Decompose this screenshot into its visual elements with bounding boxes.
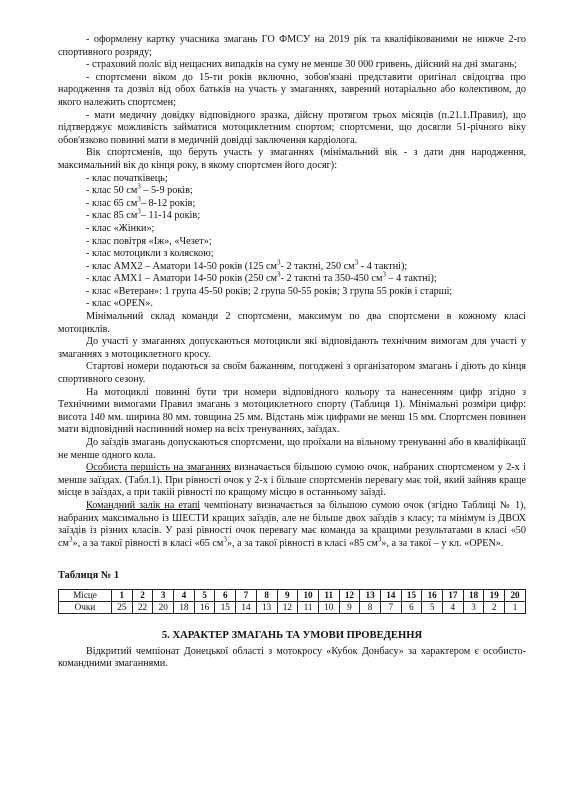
class-list-item: [58, 207, 526, 223]
place-cell: 2: [132, 589, 153, 601]
place-cell: 7: [236, 589, 257, 601]
class-text: - клас 50 см: [86, 185, 138, 197]
superscript: 3: [68, 535, 73, 544]
place-cell: 4: [174, 589, 195, 601]
place-cell: 12: [339, 589, 360, 601]
class-list-item: [58, 298, 526, 311]
places-row: [59, 589, 526, 601]
requirement-medical-certificate: - мати медичну довідку відповідного зразка, дійсну протягом трьох місяців (п.21.1.Правил), що підтверджує можливість займатися мотоциклетним спортом; спортсмени, що досягли 51-річного віку обов'язково повинні мати в медичній довідці заключення кардіолога.: [58, 109, 526, 146]
personal-standings-heading: Особиста першість на змаганнях: [86, 462, 231, 474]
section-paragraph: Відкритий чемпіонат Донецької області з мотокросу «Кубок Донбасу» за характером є особисто-командними змаганнями.: [58, 645, 526, 670]
class-list-item: [58, 270, 526, 286]
class-text: – 4 тактні);: [385, 273, 437, 285]
points-cell: 18: [174, 601, 195, 613]
class-text: - клас повітря «Іж», «Чезет»;: [86, 235, 212, 247]
team-standings-paragraph: [58, 500, 526, 550]
class-text: - 2 тактні, 250 см: [280, 260, 355, 272]
points-cell: 13: [256, 601, 277, 613]
place-cell: 9: [277, 589, 298, 601]
class-text: - 2 тактні та 350-450 см: [280, 273, 383, 285]
requirement-insurance: - страховий поліс від нещасних випадків на суму не менше 30 000 гривень, дійсний на дні змагань;: [86, 59, 517, 71]
place-cell: 1: [112, 589, 133, 601]
place-cell: 14: [380, 589, 401, 601]
place-cell: 10: [298, 589, 319, 601]
points-table: [58, 589, 526, 614]
class-list-item: [58, 195, 526, 211]
superscript: 3: [137, 195, 141, 204]
start-numbers-paragraph: Стартові номери подаються за своїм бажанням, погоджені з організатором змагань і діють до кінця спортивного сезону.: [58, 361, 526, 386]
superscript: 3: [223, 535, 227, 544]
class-list-item: [58, 223, 526, 236]
class-text: - клас «Ветеран»: 1 група 45-50 років; 2 група 50-55 років; 3 група 55 років і старші;: [86, 285, 453, 297]
points-cell: 3: [463, 601, 484, 613]
number-plates-paragraph: На мотоциклі повинні бути три номери відповідного кольору та нанесенням цифр згідно з Технічними вимогами Правил змагань з мотоциклетного спорту (Таблиця 1). Мінімальні розміри цифр: висота 140 мм. ширина 80 мм. товщина 25 мм. Відстань між цифрами не менш 15 мм. Спортсмен повинен мати відповідний наспинний номер на всіх тренуваннях, заїздах.: [58, 386, 526, 436]
team-standings-text-c: », а за такої рівності в класі «85 см: [226, 537, 378, 549]
class-list-item: [58, 248, 526, 261]
class-text: – 5-9 років;: [140, 185, 193, 197]
points-cell: 12: [277, 601, 298, 613]
class-text: - клас мотоцикли з коляскою;: [86, 248, 214, 260]
class-list-item: [58, 258, 526, 274]
class-text: - клас АМХ1 – Аматори 14-50 років (250 см: [86, 273, 277, 285]
class-list: [58, 173, 526, 312]
superscript: 3: [354, 258, 359, 267]
place-cell: 18: [463, 589, 484, 601]
place-cell: 20: [505, 589, 526, 601]
points-cell: 10: [318, 601, 339, 613]
class-text: - клас «Жінки»;: [86, 222, 155, 234]
team-standings-text-a: чемпіонату визначається за більшою сумою очок (згідно Таблиці № 1), набраних максимально із ШЕСТИ кращих заїздів, але не більше двох заїздів з класу; та мінімум із ДВОХ заїздів із різних класів. У разі рівності очок перевагу має команда за кращими результатами в класі «50 см: [58, 499, 526, 549]
age-intro-paragraph: Вік спортсменів, що беруть участь у змаганнях (мінімальний вік - з дати дня народження, максимальний вік до кінця року, в якому спортсмен його досяг):: [58, 147, 526, 171]
points-label: Очки: [59, 601, 112, 613]
points-cell: 15: [215, 601, 236, 613]
place-cell: 11: [318, 589, 339, 601]
points-cell: 22: [132, 601, 153, 613]
points-cell: 25: [112, 601, 133, 613]
class-list-item: [58, 173, 526, 186]
class-text: – 8-12 років;: [140, 197, 196, 209]
superscript: 3: [377, 535, 382, 544]
place-cell: 3: [153, 589, 174, 601]
points-cell: 1: [505, 601, 526, 613]
place-cell: 16: [422, 589, 443, 601]
points-row: [59, 601, 526, 613]
place-cell: 6: [215, 589, 236, 601]
points-cell: 7: [380, 601, 401, 613]
class-list-item: [58, 236, 526, 249]
class-text: - клас «OPEN».: [86, 298, 153, 310]
team-standings-text-b: », а за такої рівності в класі «65 см: [72, 537, 224, 549]
place-cell: 5: [194, 589, 215, 601]
min-team-paragraph: Мінімальний склад команди 2 спортсмени, максимум по два спортсмени в кожному класі мотоциклів.: [58, 311, 526, 335]
points-cell: 6: [401, 601, 422, 613]
document-page: [58, 34, 526, 671]
place-cell: 15: [401, 589, 422, 601]
superscript: 3: [137, 207, 141, 216]
heats-admission-paragraph: До заїздів змагань допускаються спортсмени, що проїхали на вільному тренуванні або в кваліфікації не менше одного кола.: [58, 437, 526, 461]
class-text: - клас початківець;: [86, 172, 168, 184]
place-cell: 8: [256, 589, 277, 601]
requirement-minors-documents: - спортсмени віком до 15-ти років включно, зобов'язані представити оригінал свідоцтва про народження та дозвіл від обох батьків на участь у змаганнях, заврений нотаріально або колективом, до якого належить спортсмен;: [58, 71, 526, 108]
place-cell: 19: [484, 589, 505, 601]
requirement-membership-card: - оформлену картку учасника змагань ГО ФМСУ на 2019 рік та кваліфікованими не нижче 2-го спортивного розряду;: [58, 34, 526, 58]
points-cell: 2: [484, 601, 505, 613]
places-label: Місце: [59, 589, 112, 601]
personal-standings-paragraph: [58, 462, 526, 500]
superscript: 3: [276, 258, 281, 267]
points-cell: 5: [422, 601, 443, 613]
section-heading: 5. ХАРАКТЕР ЗМАГАНЬ ТА УМОВИ ПРОВЕДЕННЯ: [161, 629, 423, 641]
team-standings-text-d: », а за такої – у кл. «OPEN».: [381, 537, 504, 549]
class-text: - клас АМХ2 – Аматори 14-50 років (125 см: [86, 260, 277, 272]
points-cell: 20: [153, 601, 174, 613]
points-cell: 16: [194, 601, 215, 613]
motorcycle-requirements-paragraph: До участі у змаганнях допускаються мотоцикли які відповідають технічним вимогам для участі у змаганнях з мотоциклетного кросу.: [58, 336, 526, 360]
superscript: 3: [276, 270, 281, 279]
place-cell: 17: [443, 589, 464, 601]
team-standings-heading: Командний залік на етапі: [86, 499, 201, 511]
table-title: Таблиця № 1: [58, 570, 120, 582]
class-text: – 11-14 років;: [140, 210, 201, 222]
class-text: - клас 85 см: [86, 210, 138, 222]
points-cell: 9: [339, 601, 360, 613]
class-list-item: [58, 286, 526, 299]
class-text: - 4 тактні);: [358, 260, 408, 272]
class-text: - клас 65 см: [86, 197, 138, 209]
personal-standings-text: визначається більшою сумою очок, набраних спортсменом у 2-х і менше заїздах. (Табл.1). При рівності очок у 2-х і більше спортсменів перевагу має той, який зайняв краще місце в заїздах, а при такій рівності по кращому місцю в останньому заїзді.: [58, 462, 526, 499]
place-cell: 13: [360, 589, 381, 601]
points-cell: 11: [298, 601, 319, 613]
class-list-item: [58, 182, 526, 198]
points-cell: 8: [360, 601, 381, 613]
points-cell: 4: [443, 601, 464, 613]
superscript: 3: [137, 182, 141, 191]
superscript: 3: [382, 270, 386, 279]
points-cell: 14: [236, 601, 257, 613]
